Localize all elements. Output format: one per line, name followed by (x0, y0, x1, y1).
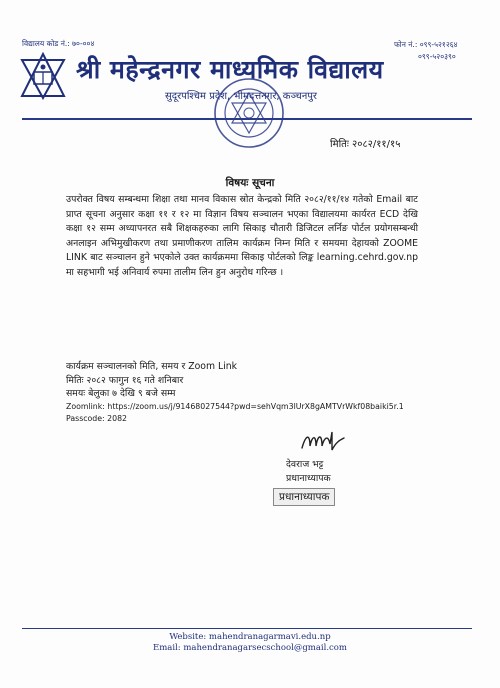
program-heading: कार्यक्रम सञ्चालनको मिति, समय र Zoom Link (66, 361, 238, 372)
footer-email[interactable]: Email: mahendranagarsecschool@gmail.com (153, 643, 347, 653)
school-name: श्री महेन्द्रनगर माध्यमिक विद्यालय (76, 55, 384, 84)
program-time: समयः बेलुका ७ देखि ९ बजे सम्म (66, 388, 176, 399)
school-emblem-icon (20, 52, 66, 100)
notice-body: उपरोक्त विषय सम्बन्धमा शिक्षा तथा मानव विकास स्रोत केन्द्रको मिति २०८२/११/१४ गतेको Email बाट प्राप्त सूचना अनुसार कक्षा ११ र १२ मा विज्ञान विषय सञ्चालन भएका विद्यालयमा कार्यरत ECD देखि कक्षा १२ सम्म अध्यापनरत सबै शिक्षकहरुका लागि सिकाइ चौतारी डिजिटल लर्निङ पोर्टल प्रयोगसम्बन्धी अनलाइन अभिमुखीकरण तथा प्रमाणीकरण तालिम कार्यक्रम निम्न मिति र समयमा देहायको ZOOME LINK बाट सञ्चालन हुने भएकोले उक्त कार्यक्रममा सिकाइ पोर्टलको लिङ्क learning.cehrd.gov.np मा सहभागी भई अनिवार्य रुपमा तालीम लिन हुन अनुरोध गरिन्छ । (66, 194, 418, 278)
phone-2: ०९९-५२०३९० (418, 52, 456, 61)
footer-website[interactable]: Website: mahendranagarmavi.edu.np (169, 632, 331, 642)
signatory-block (286, 458, 331, 486)
footer (0, 632, 500, 654)
zoom-passcode: Passcode: 2082 (66, 413, 128, 423)
school-seal-icon (212, 76, 286, 150)
program-date: मितिः २०८२ फागुन १६ गते शनिबार (66, 374, 184, 386)
school-code: विद्यालय कोड नं.: ७०-००४ (22, 39, 95, 48)
signatory-name: देवराज भट्ट (286, 459, 324, 470)
signatory-title: प्रधानाध्यापक (286, 473, 331, 484)
designation-stamp: प्रधानाध्यापक (273, 488, 335, 506)
phone-1: फोन नं.: ०९९-५२१२६४ (394, 40, 458, 49)
zoom-link[interactable]: Zoomlink: https://zoom.us/j/91468027544?pwd=sehVqm3lUrX8gAMTVrWkf08baiki5r.1 (66, 401, 404, 411)
letter-date: मितिः २०८२/११/१५ (330, 139, 401, 150)
footer-divider (22, 628, 472, 629)
school-address: सुदूरपश्चिम प्रदेश, भीमदत्तनगर, कञ्चनपुर (165, 91, 318, 102)
program-details (66, 360, 404, 425)
letter-subject: विषयः सूचना (225, 177, 275, 189)
signature-icon (298, 428, 348, 456)
